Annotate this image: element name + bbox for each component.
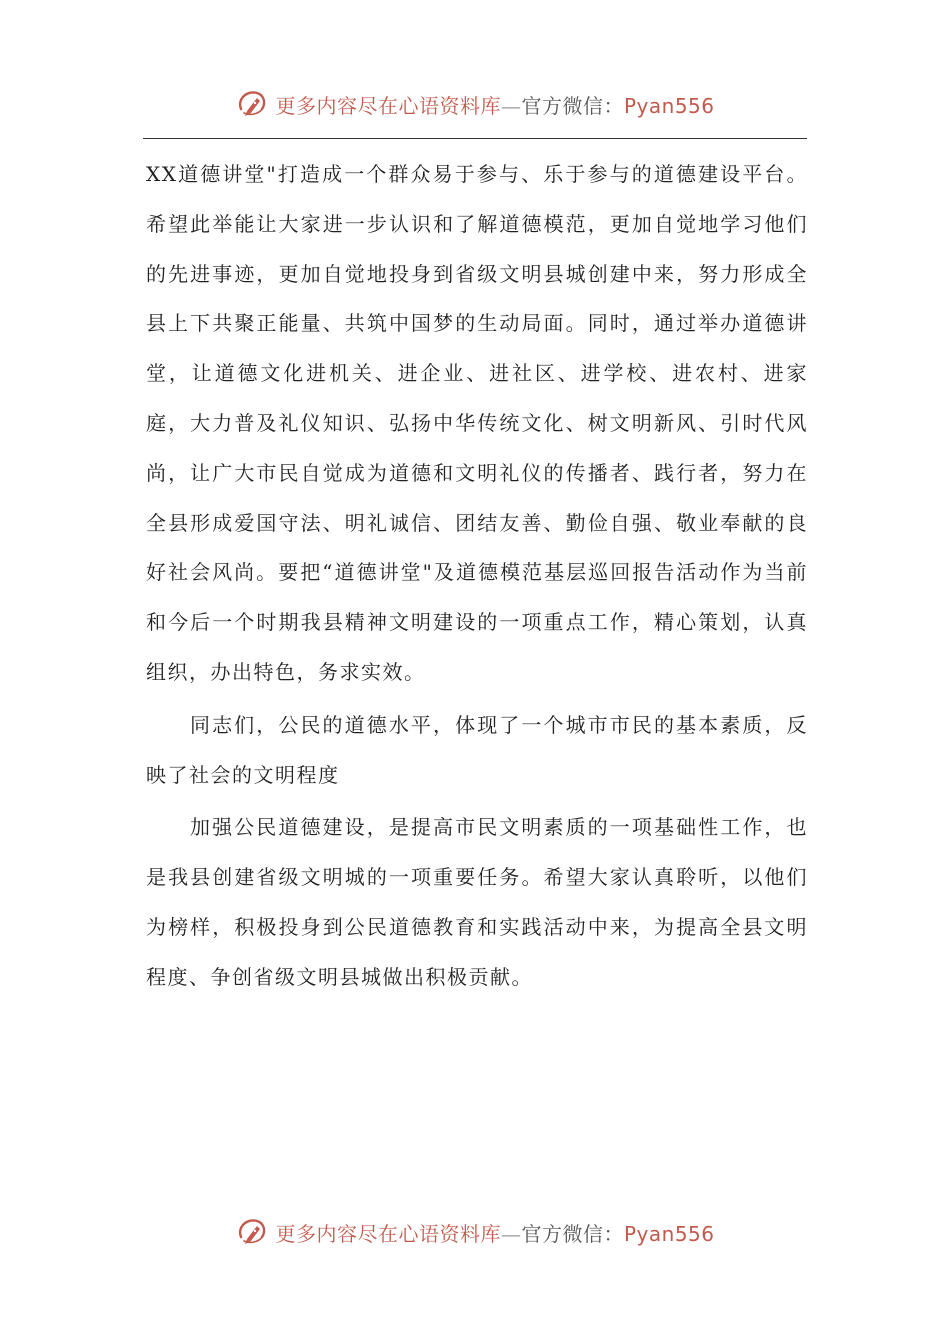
banner-lead-text: 更多内容尽在心语资料库	[275, 1221, 501, 1246]
header-divider	[143, 138, 807, 139]
banner-text	[275, 1218, 714, 1247]
footer-banner-content	[235, 1215, 714, 1249]
document-body	[146, 150, 808, 1003]
banner-wechat-label: 官方微信：	[521, 93, 624, 118]
footer-banner	[0, 1212, 950, 1252]
pen-nib-swirl-icon	[235, 87, 269, 121]
paragraph-1: XX道德讲堂"打造成一个群众易于参与、乐于参与的道德建设平台。希望此举能让大家进一步认识和了解道德模范，更加自觉地学习他们的先进事迹，更加自觉地投身到省级文明县城创建中来，努力形成全县上下共聚正能量、共筑中国梦的生动局面。同时，通过举办道德讲堂，让道德文化进机关、进企业、进社区、进学校、进农村、进家庭，大力普及礼仪知识、弘扬中华传统文化、树文明新风、引时代风尚，让广大市民自觉成为道德和文明礼仪的传播者、践行者，努力在全县形成爱国守法、明礼诚信、团结友善、勤俭自强、敬业奉献的良好社会风尚。要把“道德讲堂"及道德模范基层巡回报告活动作为当前和今后一个时期我县精神文明建设的一项重点工作，精心策划，认真组织，办出特色，务求实效。	[146, 162, 808, 684]
banner-wechat-id: Pyan556	[623, 1221, 715, 1246]
header-banner	[0, 84, 950, 124]
paragraph-2: 同志们，公民的道德水平，体现了一个城市市民的基本素质，反映了社会的文明程度	[146, 712, 808, 787]
pen-nib-swirl-icon	[235, 1215, 269, 1249]
banner-dash: —	[500, 93, 522, 118]
paragraph-3: 加强公民道德建设，是提高市民文明素质的一项基础性工作，也是我县创建省级文明城的一项重要任务。希望大家认真聆听，以他们为榜样，积极投身到公民道德教育和实践活动中来，为提高全县文明程度、争创省级文明县城做出积极贡献。	[146, 815, 808, 989]
banner-lead-text: 更多内容尽在心语资料库	[275, 93, 501, 118]
header-banner-content	[235, 87, 714, 121]
banner-wechat-label: 官方微信：	[521, 1221, 624, 1246]
banner-text	[275, 90, 714, 119]
banner-wechat-id: Pyan556	[623, 93, 715, 118]
banner-dash: —	[500, 1221, 522, 1246]
